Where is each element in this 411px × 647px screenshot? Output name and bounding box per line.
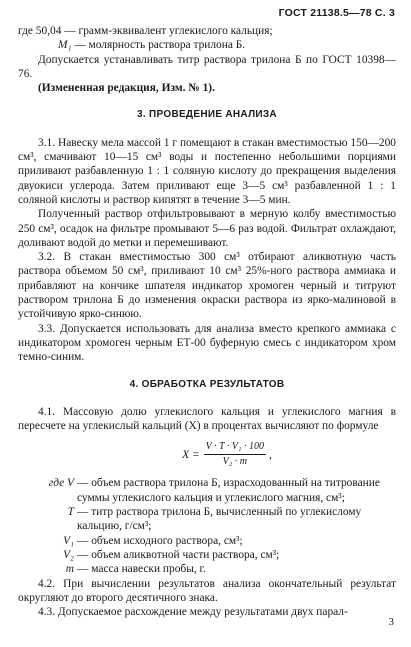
variable-text: — объем раствора трилона Б, израсходованный на титрование суммы углекислого кальция и углекислого магния, см³; xyxy=(77,477,380,504)
paragraph: 4.3. Допускаемое расхождение между результатами двух парал- xyxy=(38,606,348,619)
formula-numerator: V · T · V₁ · 100 xyxy=(204,441,266,455)
definition-line xyxy=(18,24,396,38)
variable-text: — объем исходного раствора, см³; xyxy=(77,534,243,547)
variable-symbol: V₂ xyxy=(63,548,74,561)
variable-text: — объем аликвотной части раствора, см³; xyxy=(77,548,280,561)
page-header: ГОСТ 21138.5—78 С. 3 xyxy=(278,7,395,19)
section-heading: 3. ПРОВЕДЕНИЕ АНАЛИЗА xyxy=(137,109,277,121)
page-content xyxy=(18,24,396,619)
definition-text: — молярность раствора трилона Б. xyxy=(74,39,246,52)
variable-symbol: где V xyxy=(48,477,74,490)
paragraph: 3.3. Допускается использовать для анализа вместо крепкого аммиака с индикатором хромоген черным ЕТ-00 буферную смесь с индикатором хром темно-синим. xyxy=(18,322,396,364)
definition-symbol: где 50,04 xyxy=(18,25,62,37)
formula-lhs: X = xyxy=(182,448,200,461)
variable-definition xyxy=(18,505,396,534)
variable-symbol: V₁ xyxy=(63,534,74,547)
paragraph: 4.1. Массовую долю углекислого кальция и углекислого магния в пересчете на углекислый кальций (X) в процентах вычисляют по формуле xyxy=(18,405,396,433)
definition-symbol: М₁ xyxy=(58,39,72,52)
paragraph: Полученный раствор отфильтровывают в мерную колбу вместимостью 250 см³, осадок на фильтре промывают 5—6 раз водой. Фильтрат охлаждают, доливают водой до метки и перемешивают. xyxy=(18,208,396,249)
formula-end: , xyxy=(269,448,272,461)
definition-line xyxy=(18,38,396,52)
paragraph: 4.2. При вычислении результатов анализа окончательный результат округляют до второго десятичного знака. xyxy=(18,577,396,604)
variable-definition xyxy=(18,562,396,576)
variable-text: — масса навески пробы, г. xyxy=(77,563,206,576)
section-heading: 4. ОБРАБОТКА РЕЗУЛЬТАТОВ xyxy=(129,378,285,390)
formula-denominator: V₂ · m xyxy=(222,456,247,468)
amendment-note: (Измененная редакция, Изм. № 1). xyxy=(38,82,215,95)
variable-definition xyxy=(18,476,396,505)
page-number: 3 xyxy=(388,616,394,628)
variable-text: — титр раствора трилона Б, вычисленный по углекислому кальцию, г/см³; xyxy=(77,506,362,533)
variable-definition xyxy=(18,534,396,548)
variable-definition xyxy=(18,548,396,562)
variable-definitions xyxy=(18,476,396,576)
definition-text: — грамм-эквивалент углекислого кальция; xyxy=(64,25,273,37)
paragraph: Допускается устанавливать титр раствора трилона Б по ГОСТ 10398—76. xyxy=(18,53,396,80)
formula xyxy=(58,441,396,468)
formula-fraction xyxy=(204,441,266,468)
paragraph: 3.1. Навеску мела массой 1 г помещают в стакан вместимостью 150—200 см³, смачивают 10—15 см³ воды и постепенно небольшими порциями приливают разбавленную 1 : 1 соляную кислоту до прекращения выделения двуокиси углерода. Затем приливают еще 3—5 см³ разбавленной 1 : 1 соляной кислоты и раствор кипятят в течение 3—5 мин. xyxy=(18,136,396,206)
variable-symbol: m xyxy=(65,563,74,576)
variable-symbol: T xyxy=(67,506,74,519)
paragraph: 3.2. В стакан вместимостью 300 см³ отбирают аликвотную часть раствора объемом 50 см³, приливают 10 см³ 25%-ного раствора аммиака и прибавляют на кончике шпателя индикатор хромоген черный и титруют раствором трилона Б до изменения окраски раствора из ярко-малиновой в устойчивую ярко-синюю. xyxy=(18,251,396,321)
